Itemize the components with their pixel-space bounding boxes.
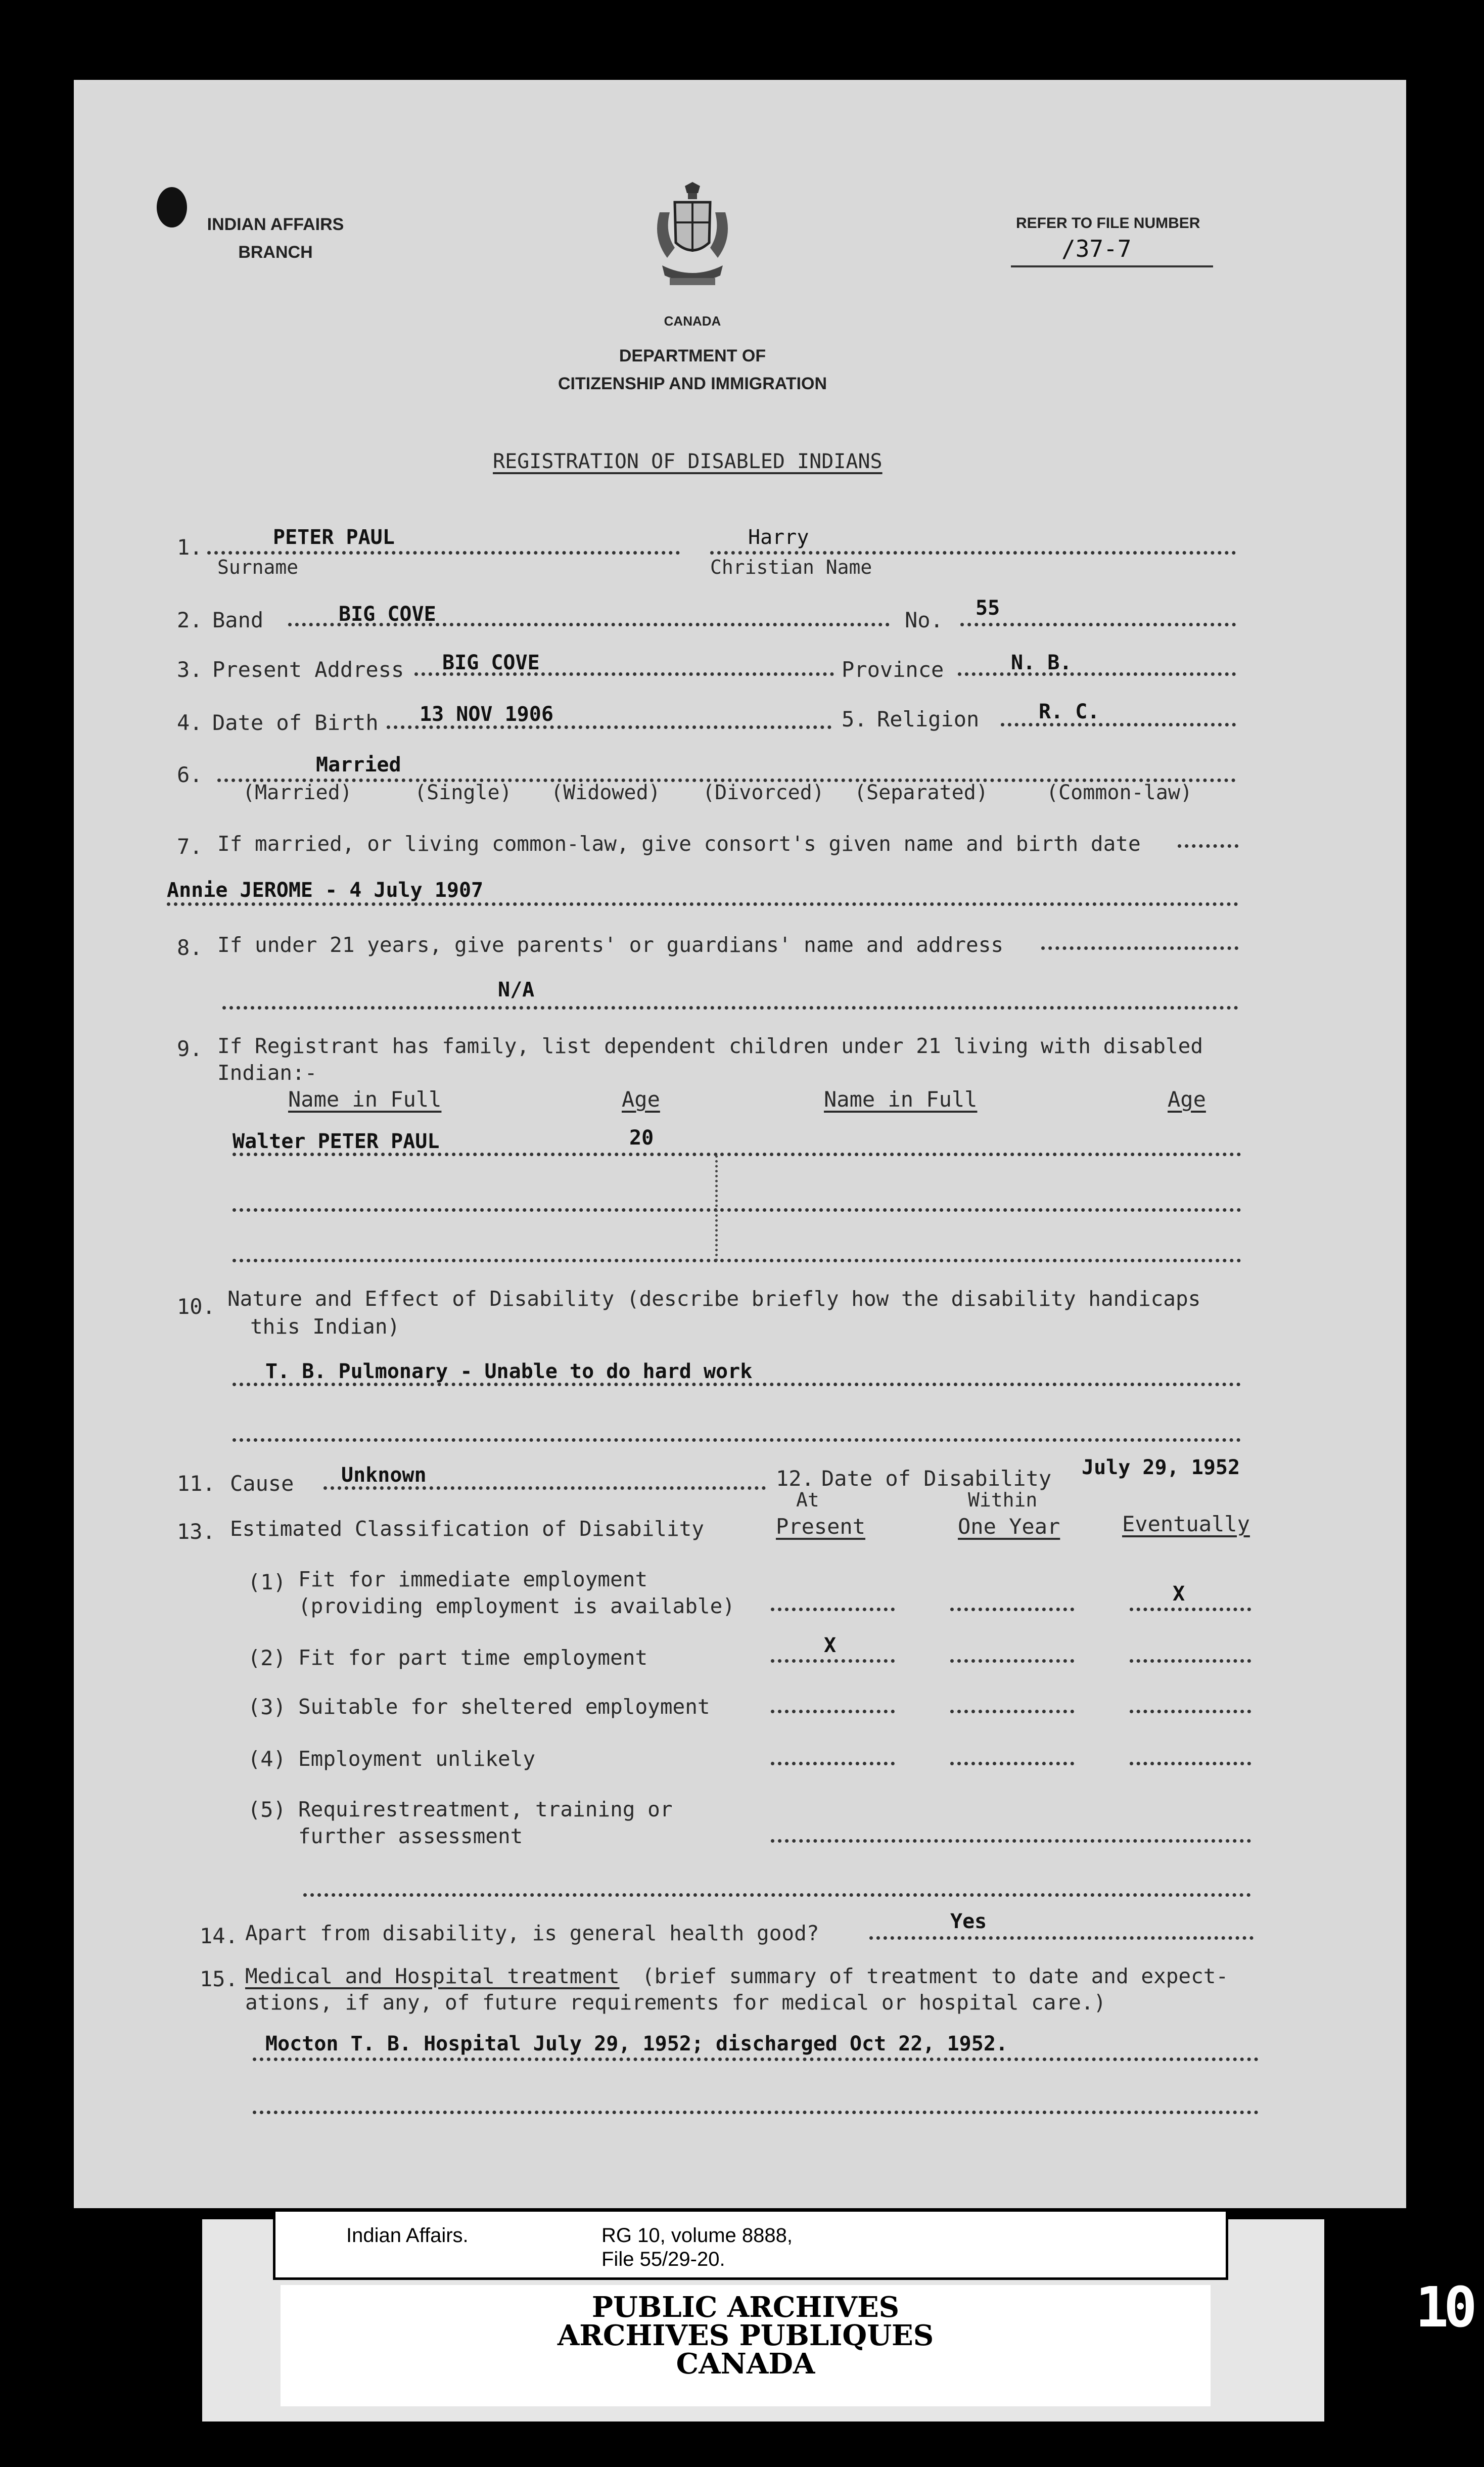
surname-value[interactable]: PETER PAUL bbox=[273, 526, 395, 549]
religion-label: Religion bbox=[877, 707, 980, 732]
archive-ref2: File 55/29-20. bbox=[601, 2248, 725, 2270]
q1-christian-line bbox=[710, 551, 1236, 555]
q3-number: 3. bbox=[177, 657, 203, 682]
class-3-year-line bbox=[950, 1710, 1074, 1713]
class-3-present-line bbox=[771, 1710, 895, 1713]
province-label: Province bbox=[842, 657, 944, 682]
disability-value[interactable]: T. B. Pulmonary - Unable to do hard work bbox=[265, 1360, 753, 1383]
archives-line3: CANADA bbox=[676, 2347, 815, 2381]
branch-line1: INDIAN AFFAIRS bbox=[207, 215, 344, 234]
col-one-year-top: Within bbox=[968, 1489, 1038, 1511]
disability-label-line2: this Indian) bbox=[250, 1314, 400, 1339]
class-3-eventually-line bbox=[1130, 1710, 1251, 1713]
surname-label: Surname bbox=[217, 556, 299, 578]
religion-line bbox=[1001, 723, 1236, 726]
class-5-line2 bbox=[303, 1893, 1251, 1897]
class-2-present-line bbox=[771, 1659, 895, 1663]
parents-line bbox=[222, 1006, 1238, 1010]
file-number: /37-7 bbox=[1061, 235, 1132, 262]
disability-line1 bbox=[233, 1383, 1241, 1386]
class-item-2-line1: Fit for part time employment bbox=[298, 1646, 648, 1670]
child-row2-right bbox=[720, 1208, 1241, 1212]
class-item-5-line2: further assessment bbox=[298, 1824, 523, 1848]
class-item-4-number: (4) bbox=[248, 1747, 286, 1771]
parents-value[interactable]: N/A bbox=[498, 978, 535, 1001]
parents-label: If under 21 years, give parents' or guardians' name and address bbox=[217, 933, 1004, 957]
class-1-year-line bbox=[950, 1608, 1074, 1611]
option-single: (Single) bbox=[414, 781, 512, 804]
consort-label: If married, or living common-law, give consort's given name and birth date bbox=[217, 832, 1141, 856]
q14-number: 14. bbox=[200, 1924, 238, 1948]
public-archives-stamp bbox=[281, 2285, 1211, 2406]
col-eventually: Eventually bbox=[1122, 1512, 1250, 1536]
band-value[interactable]: BIG COVE bbox=[339, 603, 436, 626]
option-separated: (Separated) bbox=[854, 781, 988, 804]
province-line bbox=[958, 672, 1236, 676]
col-age-right: Age bbox=[1168, 1087, 1206, 1112]
religion-value[interactable]: R. C. bbox=[1039, 700, 1100, 723]
q15-number: 15. bbox=[200, 1967, 238, 1991]
christian-name-value[interactable]: Harry bbox=[748, 526, 809, 549]
child-age-value[interactable]: 20 bbox=[629, 1126, 654, 1150]
child-row2-left bbox=[233, 1208, 718, 1212]
col-present: Present bbox=[776, 1514, 866, 1539]
disability-date-label: Date of Disability bbox=[821, 1466, 1052, 1491]
q6-number: 6. bbox=[177, 762, 203, 787]
dob-value[interactable]: 13 NOV 1906 bbox=[420, 703, 553, 726]
option-divorced: (Divorced) bbox=[703, 781, 824, 804]
class-item-5-number: (5) bbox=[248, 1797, 286, 1822]
option-widowed: (Widowed) bbox=[551, 781, 661, 804]
dob-line bbox=[387, 725, 831, 729]
class-item-5-line1: Requirestreatment, training or bbox=[298, 1797, 673, 1821]
class-item-2-number: (2) bbox=[248, 1646, 286, 1670]
health-value[interactable]: Yes bbox=[950, 1910, 987, 1933]
form-title: REGISTRATION OF DISABLED INDIANS bbox=[493, 450, 883, 473]
band-no-label: No. bbox=[905, 608, 943, 632]
classification-label: Estimated Classification of Disability bbox=[230, 1517, 704, 1541]
q4-number: 4. bbox=[177, 710, 203, 735]
q7-number: 7. bbox=[177, 834, 203, 859]
christian-name-label: Christian Name bbox=[710, 556, 872, 578]
cause-value[interactable]: Unknown bbox=[341, 1464, 427, 1487]
q11-number: 11. bbox=[177, 1471, 215, 1496]
medical-label-desc: (brief summary of treatment to date and expect- bbox=[642, 1964, 1229, 1988]
col-name-in-full-right: Name in Full bbox=[824, 1087, 978, 1112]
option-common-law: (Common-law) bbox=[1046, 781, 1192, 804]
disability-line2 bbox=[233, 1438, 1241, 1442]
health-line bbox=[869, 1936, 1254, 1940]
department-line1: DEPARTMENT OF bbox=[619, 346, 766, 366]
health-label: Apart from disability, is general health good? bbox=[245, 1921, 819, 1945]
archives-line1: PUBLIC ARCHIVES bbox=[591, 2291, 900, 2324]
class-4-present-line bbox=[771, 1762, 895, 1765]
col-age-left: Age bbox=[622, 1087, 660, 1112]
q8-number: 8. bbox=[177, 935, 203, 960]
file-number-line bbox=[1011, 265, 1213, 267]
medical-line2 bbox=[253, 2111, 1259, 2114]
medical-label: Medical and Hospital treatment bbox=[245, 1964, 620, 1988]
class-item-1-number: (1) bbox=[248, 1570, 286, 1594]
consort-label-dots bbox=[1178, 844, 1238, 848]
child-name-value[interactable]: Walter PETER PAUL bbox=[233, 1130, 440, 1153]
class-1-eventually-line bbox=[1130, 1608, 1251, 1611]
medical-line1 bbox=[253, 2058, 1259, 2061]
option-married: (Married) bbox=[243, 781, 352, 804]
dob-label: Date of Birth bbox=[212, 710, 379, 735]
class-1-eventually-mark[interactable]: X bbox=[1173, 1582, 1185, 1606]
q12-number: 12. bbox=[776, 1466, 814, 1491]
q9-number: 9. bbox=[177, 1036, 203, 1061]
family-label-line2: Indian:- bbox=[217, 1061, 317, 1085]
branch-line2: BRANCH bbox=[238, 243, 313, 262]
children-column-divider bbox=[715, 1155, 718, 1261]
child-row1-right bbox=[720, 1153, 1241, 1156]
cause-label: Cause bbox=[230, 1471, 294, 1496]
class-1-present-line bbox=[771, 1608, 895, 1611]
band-no-value[interactable]: 55 bbox=[976, 597, 1000, 620]
address-value[interactable]: BIG COVE bbox=[442, 651, 540, 674]
medical-label-line2: ations, if any, of future requirements for medical or hospital care.) bbox=[245, 1990, 1106, 2015]
class-item-1-line1: Fit for immediate employment bbox=[298, 1567, 648, 1591]
marital-status-value[interactable]: Married bbox=[316, 753, 401, 776]
ink-blot bbox=[157, 187, 187, 227]
refer-to-file-label: REFER TO FILE NUMBER bbox=[1016, 215, 1200, 232]
q1-number: 1. bbox=[177, 535, 203, 560]
q13-number: 13. bbox=[177, 1519, 215, 1544]
class-4-year-line bbox=[950, 1762, 1074, 1765]
col-one-year: One Year bbox=[958, 1514, 1060, 1539]
q10-number: 10. bbox=[177, 1294, 215, 1319]
child-row1-left bbox=[233, 1153, 718, 1156]
col-present-top: At bbox=[796, 1489, 819, 1511]
class-item-1-line2: (providing employment is available) bbox=[298, 1594, 735, 1618]
disability-label-line1: Nature and Effect of Disability (describe briefly how the disability handicaps bbox=[227, 1287, 1201, 1311]
archive-org: Indian Affairs. bbox=[346, 2224, 469, 2247]
department-line2: CITIZENSHIP AND IMMIGRATION bbox=[558, 374, 827, 393]
frame-number: 10 bbox=[1415, 2275, 1472, 2340]
archive-reference-label bbox=[273, 2209, 1228, 2280]
col-name-in-full-left: Name in Full bbox=[288, 1087, 442, 1112]
parents-label-dots bbox=[1041, 946, 1238, 950]
archives-line2: ARCHIVES PUBLIQUES bbox=[557, 2319, 934, 2352]
consort-line bbox=[167, 902, 1238, 906]
province-value[interactable]: N. B. bbox=[1011, 651, 1072, 674]
family-label-line1: If Registrant has family, list dependent children under 21 living with disabled bbox=[217, 1034, 1203, 1058]
cause-line bbox=[323, 1486, 766, 1490]
class-2-year-line bbox=[950, 1659, 1074, 1663]
consort-value[interactable]: Annie JEROME - 4 July 1907 bbox=[167, 879, 484, 902]
child-row3-left bbox=[233, 1259, 718, 1262]
class-2-present-mark[interactable]: X bbox=[824, 1634, 837, 1657]
class-5-line1 bbox=[771, 1839, 1251, 1843]
child-row3-right bbox=[720, 1259, 1241, 1262]
coat-of-arms-icon bbox=[650, 182, 735, 298]
class-item-4-line1: Employment unlikely bbox=[298, 1747, 535, 1771]
class-item-3-line1: Suitable for sheltered employment bbox=[298, 1695, 710, 1719]
band-no-line bbox=[960, 623, 1236, 626]
class-2-eventually-line bbox=[1130, 1659, 1251, 1663]
class-item-3-number: (3) bbox=[248, 1695, 286, 1719]
band-label: Band bbox=[212, 608, 264, 632]
q5-number: 5. bbox=[842, 707, 867, 732]
q2-number: 2. bbox=[177, 608, 203, 632]
country-label: CANADA bbox=[664, 313, 721, 329]
address-label: Present Address bbox=[212, 657, 404, 682]
q1-surname-line bbox=[207, 551, 680, 555]
disability-date-value[interactable]: July 29, 1952 bbox=[1082, 1456, 1240, 1479]
archive-ref1: RG 10, volume 8888, bbox=[601, 2224, 793, 2247]
class-4-eventually-line bbox=[1130, 1762, 1251, 1765]
medical-value[interactable]: Mocton T. B. Hospital July 29, 1952; discharged Oct 22, 1952. bbox=[265, 2032, 1008, 2055]
